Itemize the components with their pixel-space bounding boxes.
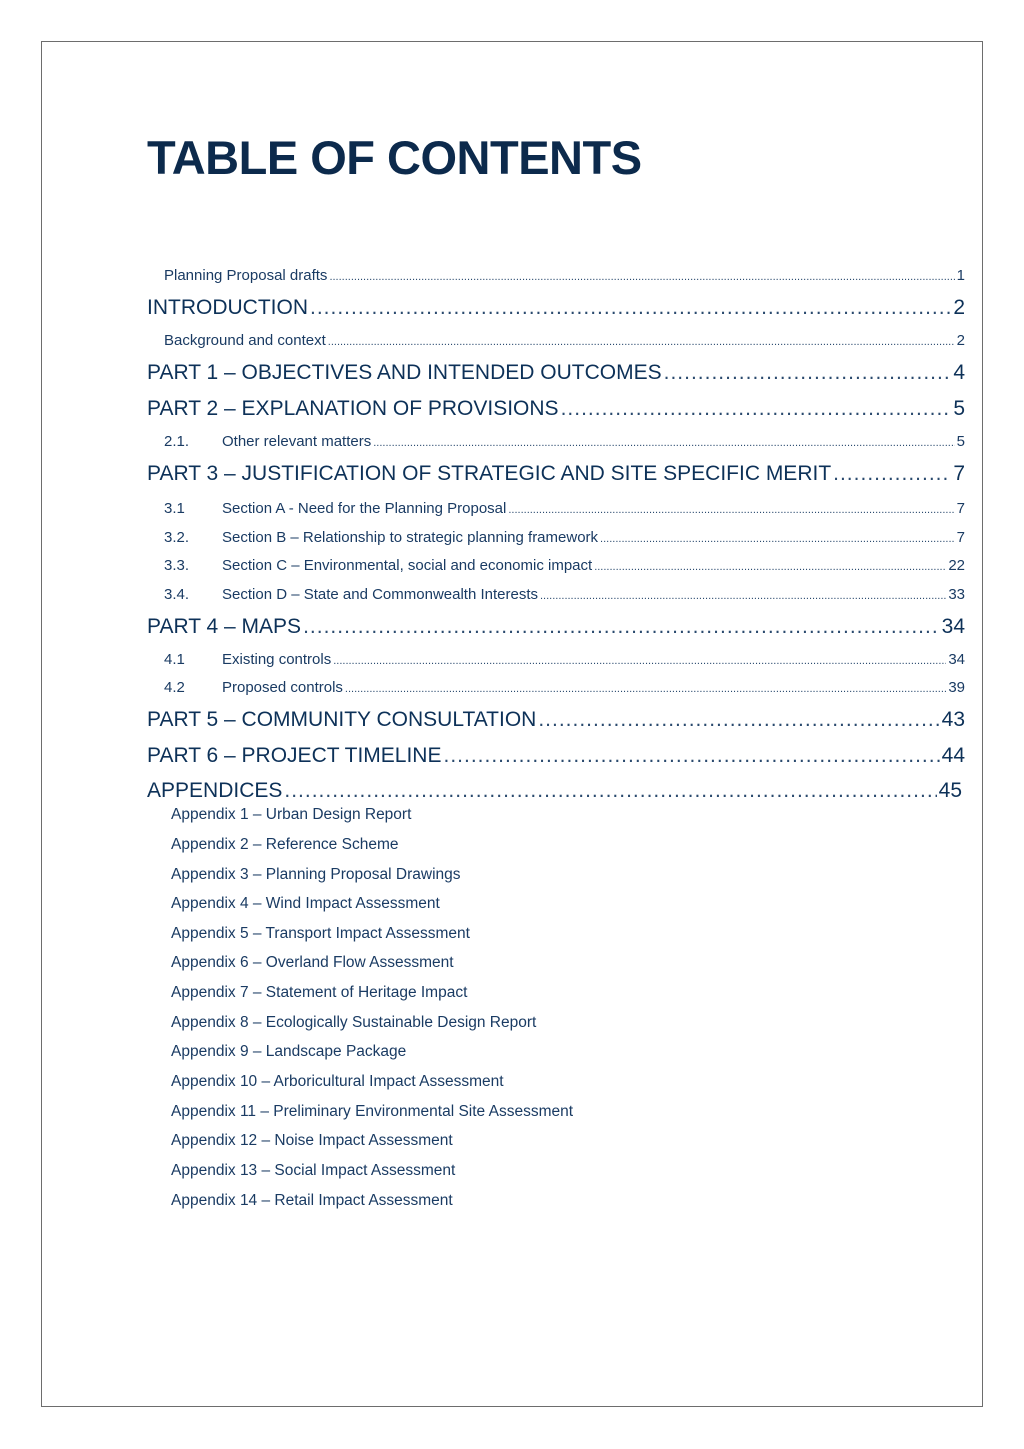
dot-leader xyxy=(443,744,939,768)
toc-entry-page: 4 xyxy=(953,361,965,384)
dot-leader xyxy=(561,397,952,421)
appendix-item[interactable]: Appendix 6 – Overland Flow Assessment xyxy=(171,954,454,971)
appendix-item[interactable]: Appendix 11 – Preliminary Environmental Site Assessment xyxy=(171,1103,574,1120)
toc-entry-part-2[interactable] xyxy=(147,397,965,421)
toc-entry-page: 34 xyxy=(948,651,965,668)
toc-entry-page: 45 xyxy=(938,779,962,802)
toc-entry-label: Section A - Need for the Planning Proposal xyxy=(222,500,507,517)
toc-entry-number: 3.4. xyxy=(164,586,190,603)
appendix-item[interactable]: Appendix 1 – Urban Design Report xyxy=(171,806,412,823)
toc-entry-page: 43 xyxy=(941,708,965,731)
dot-leader xyxy=(664,361,952,385)
appendix-item[interactable]: Appendix 12 – Noise Impact Assessment xyxy=(171,1132,453,1149)
toc-entry-page: 44 xyxy=(941,744,965,767)
toc-entry-number: 3.1 xyxy=(164,500,185,517)
toc-entry-number: 3.3. xyxy=(164,557,190,574)
toc-entry-part-3[interactable] xyxy=(147,462,965,486)
toc-entry-section-4-1[interactable] xyxy=(164,651,965,668)
toc-entry-label: Planning Proposal drafts xyxy=(164,267,328,284)
toc-entry-label: PART 2 – EXPLANATION OF PROVISIONS xyxy=(147,397,559,420)
toc-entry-page: 7 xyxy=(956,500,965,517)
toc-entry-page: 2 xyxy=(953,296,965,319)
appendix-item[interactable]: Appendix 14 – Retail Impact Assessment xyxy=(171,1192,453,1209)
toc-entry-label: INTRODUCTION xyxy=(147,296,308,319)
toc-entry-part-1[interactable] xyxy=(147,361,965,385)
toc-entry-label: Other relevant matters xyxy=(222,433,372,450)
dot-leader xyxy=(833,462,951,486)
page-title: TABLE OF CONTENTS xyxy=(147,131,642,184)
dot-leader xyxy=(284,779,936,803)
appendix-item[interactable]: Appendix 9 – Landscape Package xyxy=(171,1043,407,1060)
appendix-item[interactable]: Appendix 13 – Social Impact Assessment xyxy=(171,1162,456,1179)
dot-leader xyxy=(373,437,954,449)
appendix-item[interactable]: Appendix 4 – Wind Impact Assessment xyxy=(171,895,440,912)
appendix-item[interactable]: Appendix 2 – Reference Scheme xyxy=(171,836,399,853)
toc-entry-page: 5 xyxy=(956,433,965,450)
dot-leader xyxy=(508,504,954,516)
toc-entry-label: PART 5 – COMMUNITY CONSULTATION xyxy=(147,708,537,731)
toc-entry-section-4-2[interactable] xyxy=(164,679,965,696)
toc-entry-label: Existing controls xyxy=(222,651,332,668)
toc-entry-label: Section C – Environmental, social and economic impact xyxy=(222,557,593,574)
toc-entry-part-5[interactable] xyxy=(147,708,965,732)
dot-leader xyxy=(329,271,954,283)
toc-entry-page: 1 xyxy=(956,267,965,284)
toc-entry-page: 22 xyxy=(948,557,965,574)
toc-entry-part-4[interactable] xyxy=(147,615,965,639)
toc-entry-section-3-3[interactable] xyxy=(164,557,965,574)
toc-entry-label: Background and context xyxy=(164,332,326,349)
toc-entry-label: PART 4 – MAPS xyxy=(147,615,302,638)
toc-entry-number: 3.2. xyxy=(164,529,190,546)
toc-entry-page: 39 xyxy=(948,679,965,696)
toc-entry-number: 2.1. xyxy=(164,433,190,450)
toc-entry-page: 34 xyxy=(941,615,965,638)
dot-leader xyxy=(600,533,955,545)
toc-entry-label: Proposed controls xyxy=(222,679,343,696)
toc-entry-label: Section B – Relationship to strategic planning framework xyxy=(222,529,599,546)
toc-entry-section-3-1[interactable] xyxy=(164,500,965,517)
toc-entry-part-6[interactable] xyxy=(147,744,965,768)
dot-leader xyxy=(303,615,940,639)
dot-leader xyxy=(538,708,939,732)
dot-leader xyxy=(333,655,946,667)
appendix-item[interactable]: Appendix 8 – Ecologically Sustainable Design Report xyxy=(171,1014,537,1031)
toc-entry-page: 7 xyxy=(953,462,965,485)
toc-entry-section-3-2[interactable] xyxy=(164,529,965,546)
toc-entry-planning-proposal-drafts[interactable] xyxy=(164,267,965,284)
toc-entry-label: PART 6 – PROJECT TIMELINE xyxy=(147,744,442,767)
toc-entry-background-and-context[interactable] xyxy=(164,332,965,349)
appendix-item[interactable]: Appendix 5 – Transport Impact Assessment xyxy=(171,925,470,942)
toc-entry-label: PART 3 – JUSTIFICATION OF STRATEGIC AND SITE SPECIFIC MERIT xyxy=(147,462,832,485)
toc-entry-label: APPENDICES xyxy=(147,779,283,802)
dot-leader xyxy=(345,683,946,695)
dot-leader xyxy=(310,296,951,320)
appendix-item[interactable]: Appendix 7 – Statement of Heritage Impact xyxy=(171,984,468,1001)
toc-entry-number: 4.1 xyxy=(164,651,185,668)
toc-entry-appendices[interactable] xyxy=(147,779,962,803)
toc-entry-introduction[interactable] xyxy=(147,296,965,320)
toc-entry-section-2-1[interactable] xyxy=(164,433,965,450)
toc-entry-page: 5 xyxy=(953,397,965,420)
appendix-item[interactable]: Appendix 10 – Arboricultural Impact Assessment xyxy=(171,1073,504,1090)
toc-entry-label: Section D – State and Commonwealth Interests xyxy=(222,586,538,603)
toc-entry-section-3-4[interactable] xyxy=(164,586,965,603)
toc-entry-page: 2 xyxy=(956,332,965,349)
dot-leader xyxy=(328,336,955,348)
toc-entry-number: 4.2 xyxy=(164,679,185,696)
dot-leader xyxy=(594,561,946,573)
toc-entry-label: PART 1 – OBJECTIVES AND INTENDED OUTCOMES xyxy=(147,361,662,384)
dot-leader xyxy=(540,590,946,602)
appendix-item[interactable]: Appendix 3 – Planning Proposal Drawings xyxy=(171,866,461,883)
toc-entry-page: 33 xyxy=(948,586,965,603)
toc-entry-page: 7 xyxy=(956,529,965,546)
